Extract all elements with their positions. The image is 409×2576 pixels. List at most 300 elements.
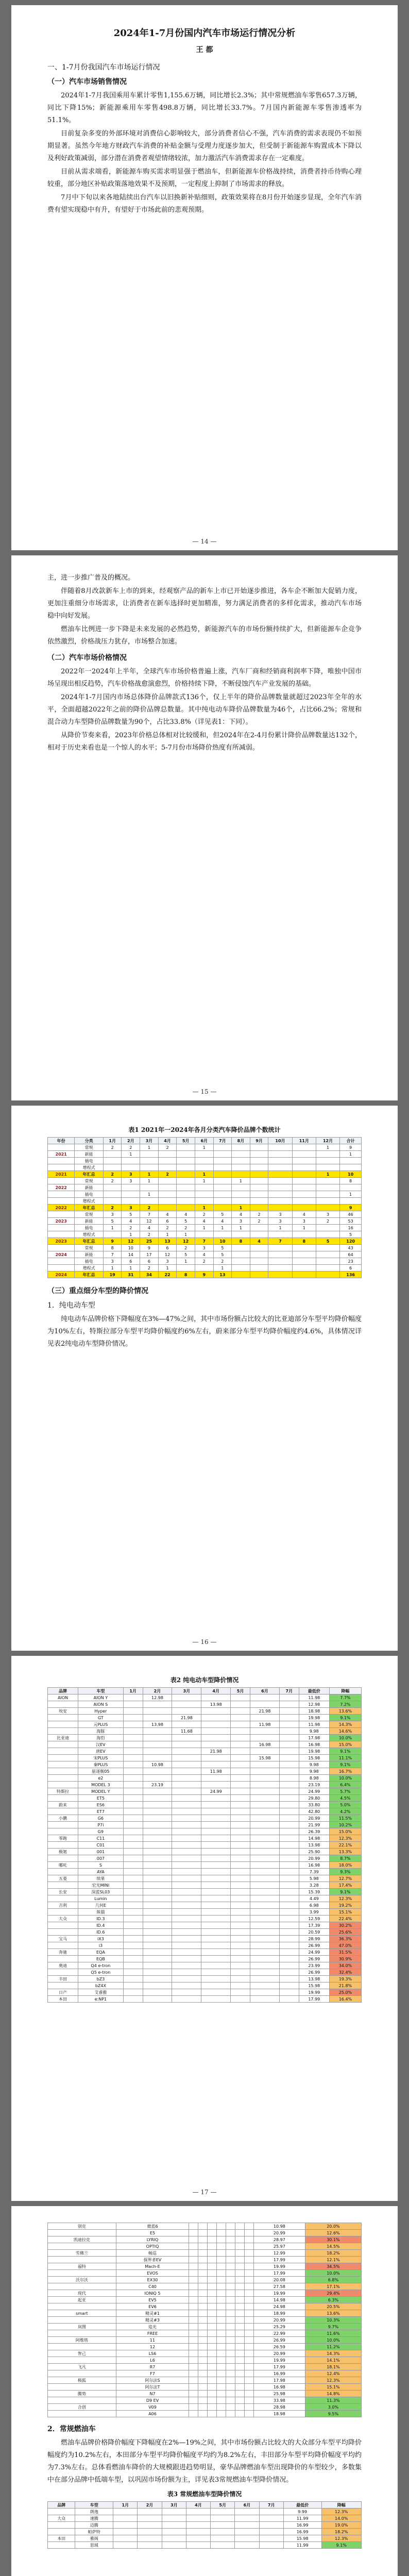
table-cell: [143, 1755, 172, 1761]
category-cell: 新能: [75, 1151, 104, 1158]
table-cell: [172, 1768, 201, 1775]
table-cell: 20.0%: [305, 2223, 361, 2230]
category-cell: 增程式: [75, 1265, 104, 1272]
category-cell: 增程式: [75, 1198, 104, 1205]
column-header: 3月: [172, 1688, 201, 1694]
brand-cell: [48, 1775, 78, 1782]
table-cell: [122, 1191, 140, 1198]
table-cell: [123, 1721, 143, 1728]
model-cell: iX3: [78, 1936, 124, 1942]
year-cell: 2022: [48, 1184, 75, 1191]
table-cell: [235, 2350, 244, 2357]
table-cell: [250, 1191, 268, 1198]
table-cell: 11.3%: [305, 2397, 361, 2404]
table-cell: [217, 2277, 226, 2283]
table-cell: 4: [158, 1211, 177, 1218]
table-cell: [316, 1198, 339, 1205]
table-cell: 1: [213, 1265, 232, 1272]
model-cell: AION S: [78, 1701, 124, 1708]
table-cell: [201, 1875, 231, 1882]
table-cell: 6: [340, 1265, 362, 1272]
table-cell: [143, 1741, 172, 1748]
table-cell: 12.6%: [305, 2230, 361, 2236]
table-cell: [244, 2317, 253, 2324]
year-cell: [48, 1258, 75, 1265]
table-cell: [211, 2522, 235, 2529]
table-cell: 17.99: [253, 2270, 305, 2277]
table-cell: 3: [158, 1258, 177, 1265]
table-cell: [231, 1889, 250, 1895]
brand-cell: [48, 2303, 116, 2310]
table-cell: [195, 1191, 213, 1198]
table-cell: 17.39: [299, 1922, 329, 1929]
item-heading: 1．纯电动车型: [47, 1301, 95, 1310]
year-cell: [48, 1164, 75, 1171]
table-cell: 64: [340, 1251, 362, 1258]
table-cell: [231, 1715, 250, 1721]
table-cell: [201, 1755, 231, 1761]
table-cell: [172, 1976, 201, 1982]
table-cell: 4: [292, 1211, 316, 1218]
table-cell: 9.1%: [329, 1889, 361, 1895]
brand-cell: [48, 1748, 78, 1755]
table-cell: [268, 1184, 292, 1191]
column-header: 5月: [211, 2502, 235, 2509]
table-cell: 11.98: [299, 1721, 329, 1728]
table-cell: 29.80: [299, 1795, 329, 1802]
table-cell: [172, 1889, 201, 1895]
table-cell: [189, 2404, 198, 2411]
table-cell: [232, 1198, 250, 1205]
table-cell: [201, 1782, 231, 1788]
table-cell: 2: [122, 1144, 140, 1151]
table-row: [48, 2404, 362, 2411]
table-cell: [250, 1828, 280, 1835]
table-1: [47, 1137, 362, 1278]
table-cell: [172, 1922, 201, 1929]
table-cell: [226, 2243, 235, 2250]
page-4: [11, 1656, 398, 2201]
table-cell: [158, 1151, 177, 1158]
table-cell: [213, 1171, 232, 1178]
table-cell: [189, 2350, 198, 2357]
table-cell: 17: [140, 1251, 159, 1258]
column-header: 2月: [122, 1138, 140, 1144]
model-cell: EQA: [78, 1949, 124, 1956]
table-row: [48, 1741, 362, 1748]
table-cell: 16.99: [253, 2370, 305, 2377]
table-cell: 31: [122, 1272, 140, 1278]
table-cell: [123, 1775, 143, 1782]
table-cell: [189, 2411, 198, 2417]
table-cell: [279, 1889, 299, 1895]
column-header: 品牌: [48, 2502, 75, 2509]
table-cell: 43: [340, 1245, 362, 1251]
table-cell: [292, 1205, 316, 1211]
table-cell: 12.3%: [329, 1895, 361, 1902]
brand-cell: 大众: [48, 1916, 78, 1922]
table-cell: 28.99: [299, 1936, 329, 1942]
table-row: [48, 1875, 362, 1882]
table-cell: [195, 1184, 213, 1191]
table-cell: [250, 1151, 268, 1158]
table-row: [48, 2297, 362, 2303]
table-cell: 12.7%: [329, 1875, 361, 1882]
table-cell: 3: [122, 1171, 140, 1178]
table-cell: [201, 1735, 231, 1741]
table-cell: [226, 2344, 235, 2350]
category-cell: 插电: [75, 1158, 104, 1164]
table-cell: [201, 1741, 231, 1748]
table-cell: 12: [140, 1218, 159, 1225]
table-cell: [217, 2411, 226, 2417]
table-cell: 120: [340, 1238, 362, 1245]
table-cell: [231, 1855, 250, 1862]
brand-cell: [48, 1922, 78, 1929]
table-cell: 12: [122, 1238, 140, 1245]
table-row: [48, 1701, 362, 1708]
table-cell: [201, 1862, 231, 1869]
table-row: [48, 2257, 362, 2263]
table-cell: [279, 1735, 299, 1741]
table-cell: [208, 2377, 217, 2384]
subsection-heading: （三）重点细分车型的降价情况: [47, 1287, 148, 1295]
model-cell: e:NP1: [78, 1996, 124, 2003]
table-cell: [201, 1962, 231, 1969]
year-cell: [48, 1178, 75, 1184]
table-cell: [279, 1808, 299, 1815]
table-cell: [213, 1158, 232, 1164]
table-cell: [198, 2223, 208, 2230]
table-cell: [231, 1842, 250, 1849]
table-cell: 10.2%: [329, 1822, 361, 1828]
table-cell: [198, 2317, 208, 2324]
brand-cell: [48, 2370, 116, 2377]
table-cell: [217, 2344, 226, 2350]
table-cell: 7: [140, 1211, 159, 1218]
table-cell: [208, 2330, 217, 2337]
table-cell: 12.98: [143, 1694, 172, 1701]
brand-cell: [48, 2257, 116, 2263]
brand-cell: [48, 1882, 78, 1889]
table-cell: [250, 1976, 280, 1982]
table-row: [48, 2397, 362, 2404]
table-cell: [226, 2257, 235, 2263]
table-cell: [208, 2324, 217, 2330]
table-cell: 8.98: [299, 1775, 329, 1782]
table-cell: [123, 1802, 143, 1808]
table-cell: [231, 1795, 250, 1802]
paragraph: 从降价节奏来看，2023年价格总体相对比较缓和，但2024年在2-4月份累计降价品牌数量达132个，相对于历史来看也是一个惊人的水平；5-7月份市场降价热度有所减弱。: [47, 732, 362, 752]
table-cell: [244, 2310, 253, 2317]
table-cell: 3: [232, 1218, 250, 1225]
table-cell: 10.3%: [305, 2317, 361, 2324]
column-header: 品牌: [48, 1688, 78, 1694]
column-header: 最低价: [299, 1688, 329, 1694]
table-cell: [250, 1144, 268, 1151]
table-cell: [143, 1835, 172, 1842]
brand-cell: 五菱: [48, 1875, 78, 1882]
table-cell: [217, 2310, 226, 2317]
table-cell: 23.99: [299, 1962, 329, 1969]
category-cell: 常规: [75, 1144, 104, 1151]
table-cell: 2: [195, 1258, 213, 1265]
table-cell: 22: [158, 1272, 177, 1278]
table-cell: 18.2%: [321, 2529, 361, 2535]
table-cell: 2: [103, 1144, 122, 1151]
table-cell: 16.98: [299, 1741, 329, 1748]
table-cell: 11.2%: [305, 2344, 361, 2350]
table-cell: [189, 2236, 198, 2243]
table-row: [48, 2384, 362, 2391]
table-cell: [201, 1842, 231, 1849]
table-cell: 16.7%: [329, 1768, 361, 1775]
table-cell: [189, 2330, 198, 2337]
table-cell: 12.3%: [305, 2377, 361, 2384]
paragraph: 2022年一2024年上半年，全球汽车市场价格普遍上涨，汽车厂商和经销商利润率下降，唯独中国市场呈现出相反趋势，汽车价格战愈演愈烈，价格持续下降，不断侵蚀汽车产业发展的基础。: [47, 668, 362, 688]
table-cell: [235, 2529, 259, 2535]
table-cell: [235, 2404, 244, 2411]
table-cell: [201, 1715, 231, 1721]
table-cell: [250, 1788, 280, 1795]
table-cell: [316, 1251, 339, 1258]
category-cell: 增程式: [75, 1231, 104, 1238]
brand-cell: [48, 1728, 78, 1735]
table-cell: 1: [213, 1225, 232, 1231]
table-cell: [279, 1996, 299, 2003]
table-cell: [186, 2515, 210, 2522]
table-cell: 33.98: [253, 2397, 305, 2404]
table-row: [48, 1996, 362, 2003]
table-cell: 9.3%: [329, 1869, 361, 1875]
table-cell: [213, 1198, 232, 1205]
model-cell: LYRIQ: [116, 2236, 189, 2243]
table-cell: [201, 1694, 231, 1701]
model-cell: 追光: [116, 2324, 189, 2330]
table-cell: [123, 1875, 143, 1882]
table-cell: [198, 2370, 208, 2377]
table-cell: 2: [158, 1144, 177, 1151]
table-cell: [217, 2263, 226, 2270]
table-cell: [217, 2370, 226, 2377]
model-cell: 精灵#1: [116, 2310, 189, 2317]
table-cell: [244, 2411, 253, 2417]
table-cell: [268, 1245, 292, 1251]
table-cell: [198, 2270, 208, 2277]
year-cell: [48, 1191, 75, 1198]
paragraphs: [47, 90, 362, 216]
table-cell: [279, 1694, 299, 1701]
table-row: [48, 1715, 362, 1721]
table-cell: 20.99: [253, 2350, 305, 2357]
model-cell: P7i: [78, 1822, 124, 1828]
table-cell: [208, 2277, 217, 2283]
table-cell: [195, 1158, 213, 1164]
table-cell: [340, 1158, 362, 1164]
brand-cell: [48, 2270, 116, 2277]
column-header: 合计: [340, 1138, 362, 1144]
table-cell: [316, 1265, 339, 1272]
table-cell: [217, 2230, 226, 2236]
table-row: [48, 1795, 362, 1802]
table-cell: [140, 1158, 159, 1164]
table-cell: [143, 1949, 172, 1956]
table-row: [48, 2344, 362, 2350]
table-cell: [172, 1735, 201, 1741]
table-cell: [143, 1916, 172, 1922]
table-cell: [279, 1849, 299, 1855]
table-cell: [231, 1956, 250, 1962]
table-cell: [231, 1828, 250, 1835]
table-cell: [143, 1862, 172, 1869]
table-cell: [143, 1942, 172, 1949]
table-cell: [232, 1184, 250, 1191]
table-cell: [123, 1942, 143, 1949]
column-header: 7月: [213, 1138, 232, 1144]
table-cell: [217, 2397, 226, 2404]
table-cell: [217, 2364, 226, 2370]
table-cell: 10.0%: [329, 1735, 361, 1741]
page-2: [11, 555, 398, 1100]
table-cell: [235, 2522, 259, 2529]
table-cell: [226, 2297, 235, 2303]
table-cell: 21.8%: [329, 1982, 361, 1989]
model-cell: 秦PLUS: [78, 1761, 124, 1768]
table-cell: [138, 2509, 162, 2515]
table-cell: 3.0%: [305, 2404, 361, 2411]
table-cell: [162, 2515, 186, 2522]
table-cell: [226, 2303, 235, 2310]
table-cell: [279, 1708, 299, 1715]
table-cell: [177, 1191, 195, 1198]
table-row: [48, 1164, 362, 1171]
model-cell: 探界者EV: [116, 2257, 189, 2263]
model-cell: GT: [78, 1715, 124, 1721]
table-cell: [189, 2370, 198, 2377]
year-cell: 2023: [48, 1218, 75, 1225]
model-cell: 宋PLUS: [78, 1755, 124, 1761]
table-cell: [231, 1936, 250, 1942]
model-cell: R7: [116, 2364, 189, 2370]
table-cell: 17.98: [299, 1735, 329, 1741]
table-cell: [235, 2250, 244, 2257]
table-row: [48, 2509, 362, 2515]
table-cell: 1: [292, 1225, 316, 1231]
table-cell: [198, 2357, 208, 2364]
table-cell: [250, 1782, 280, 1788]
table-cell: [250, 1775, 280, 1782]
table-cell: [231, 1694, 250, 1701]
category-cell: 常规: [75, 1211, 104, 1218]
table-cell: 13.3%: [329, 1849, 361, 1855]
category-cell: 新能: [75, 1218, 104, 1225]
table-cell: [213, 1205, 232, 1211]
table-row: [48, 1962, 362, 1969]
brand-cell: [48, 1942, 78, 1949]
table-row: [48, 2357, 362, 2364]
table-cell: 19.98: [299, 1748, 329, 1755]
model-cell: 迈腾: [75, 2522, 113, 2529]
table-cell: 24.99: [299, 1949, 329, 1956]
table-cell: 1: [122, 1151, 140, 1158]
subsection-heading: （一）汽车市场销售情况: [47, 78, 127, 86]
table-cell: [208, 2243, 217, 2250]
model-cell: AYA: [78, 1869, 124, 1875]
year-cell: [48, 1245, 75, 1251]
table-cell: [231, 1782, 250, 1788]
table-cell: 4: [195, 1218, 213, 1225]
table-cell: 30.1%: [305, 2236, 361, 2243]
table-cell: [231, 1942, 250, 1949]
table-cell: [211, 2529, 235, 2535]
table-cell: [143, 1815, 172, 1822]
table-cell: [172, 1701, 201, 1708]
table-cell: [279, 1929, 299, 1936]
table-cell: [250, 1996, 280, 2003]
table-cell: [122, 1158, 140, 1164]
table-cell: [235, 2391, 244, 2397]
table-cell: 18.98: [299, 1708, 329, 1715]
table-cell: 4: [195, 1251, 213, 1258]
table-cell: [123, 1869, 143, 1875]
table-cell: [123, 1929, 143, 1936]
table-cell: 19: [103, 1272, 122, 1278]
brand-cell: [48, 2384, 116, 2391]
brand-cell: 本田: [48, 2535, 75, 2542]
year-cell: 2024: [48, 1251, 75, 1258]
brand-cell: 日产: [48, 1989, 78, 1996]
table-cell: [123, 1862, 143, 1869]
table-cell: [213, 1191, 232, 1198]
table-cell: 3: [268, 1211, 292, 1218]
model-cell: C11: [78, 1835, 124, 1842]
brand-cell: [48, 1761, 78, 1768]
category-cell: 常规: [75, 1245, 104, 1251]
table-cell: 8.7%: [329, 1855, 361, 1862]
model-cell: 雅阁: [75, 2535, 113, 2542]
table-row: [48, 1956, 362, 1962]
table-cell: [138, 2522, 162, 2529]
column-header: 5月: [177, 1138, 195, 1144]
table-row: [48, 1211, 362, 1218]
table-cell: [123, 1976, 143, 1982]
table-cell: 1: [140, 1191, 159, 1198]
table-cell: [103, 1158, 122, 1164]
page-5: [11, 2206, 398, 2576]
table-cell: [250, 1982, 280, 1989]
table-cell: 17.99: [299, 1996, 329, 2003]
table-cell: [123, 1889, 143, 1895]
table-cell: 1: [232, 1225, 250, 1231]
table-caption: 表3 常规燃油车型降价情况: [167, 2490, 242, 2498]
table-cell: 13: [158, 1238, 177, 1245]
table-cell: [316, 1225, 339, 1231]
table-cell: [172, 1862, 201, 1869]
table-cell: 18.0%: [329, 1862, 361, 1869]
table-cell: 30.2%: [329, 1922, 361, 1929]
column-header: 9月: [250, 1138, 268, 1144]
table-cell: [201, 1956, 231, 1962]
table-cell: [201, 1929, 231, 1936]
table-cell: [279, 1976, 299, 1982]
table-cell: 19.2%: [329, 1902, 361, 1909]
table-cell: [250, 1962, 280, 1969]
table-cell: 1: [177, 1258, 195, 1265]
table-cell: [123, 1728, 143, 1735]
table-cell: [244, 2404, 253, 2411]
model-cell: 帕萨特: [75, 2529, 113, 2535]
table-cell: [259, 2542, 283, 2549]
